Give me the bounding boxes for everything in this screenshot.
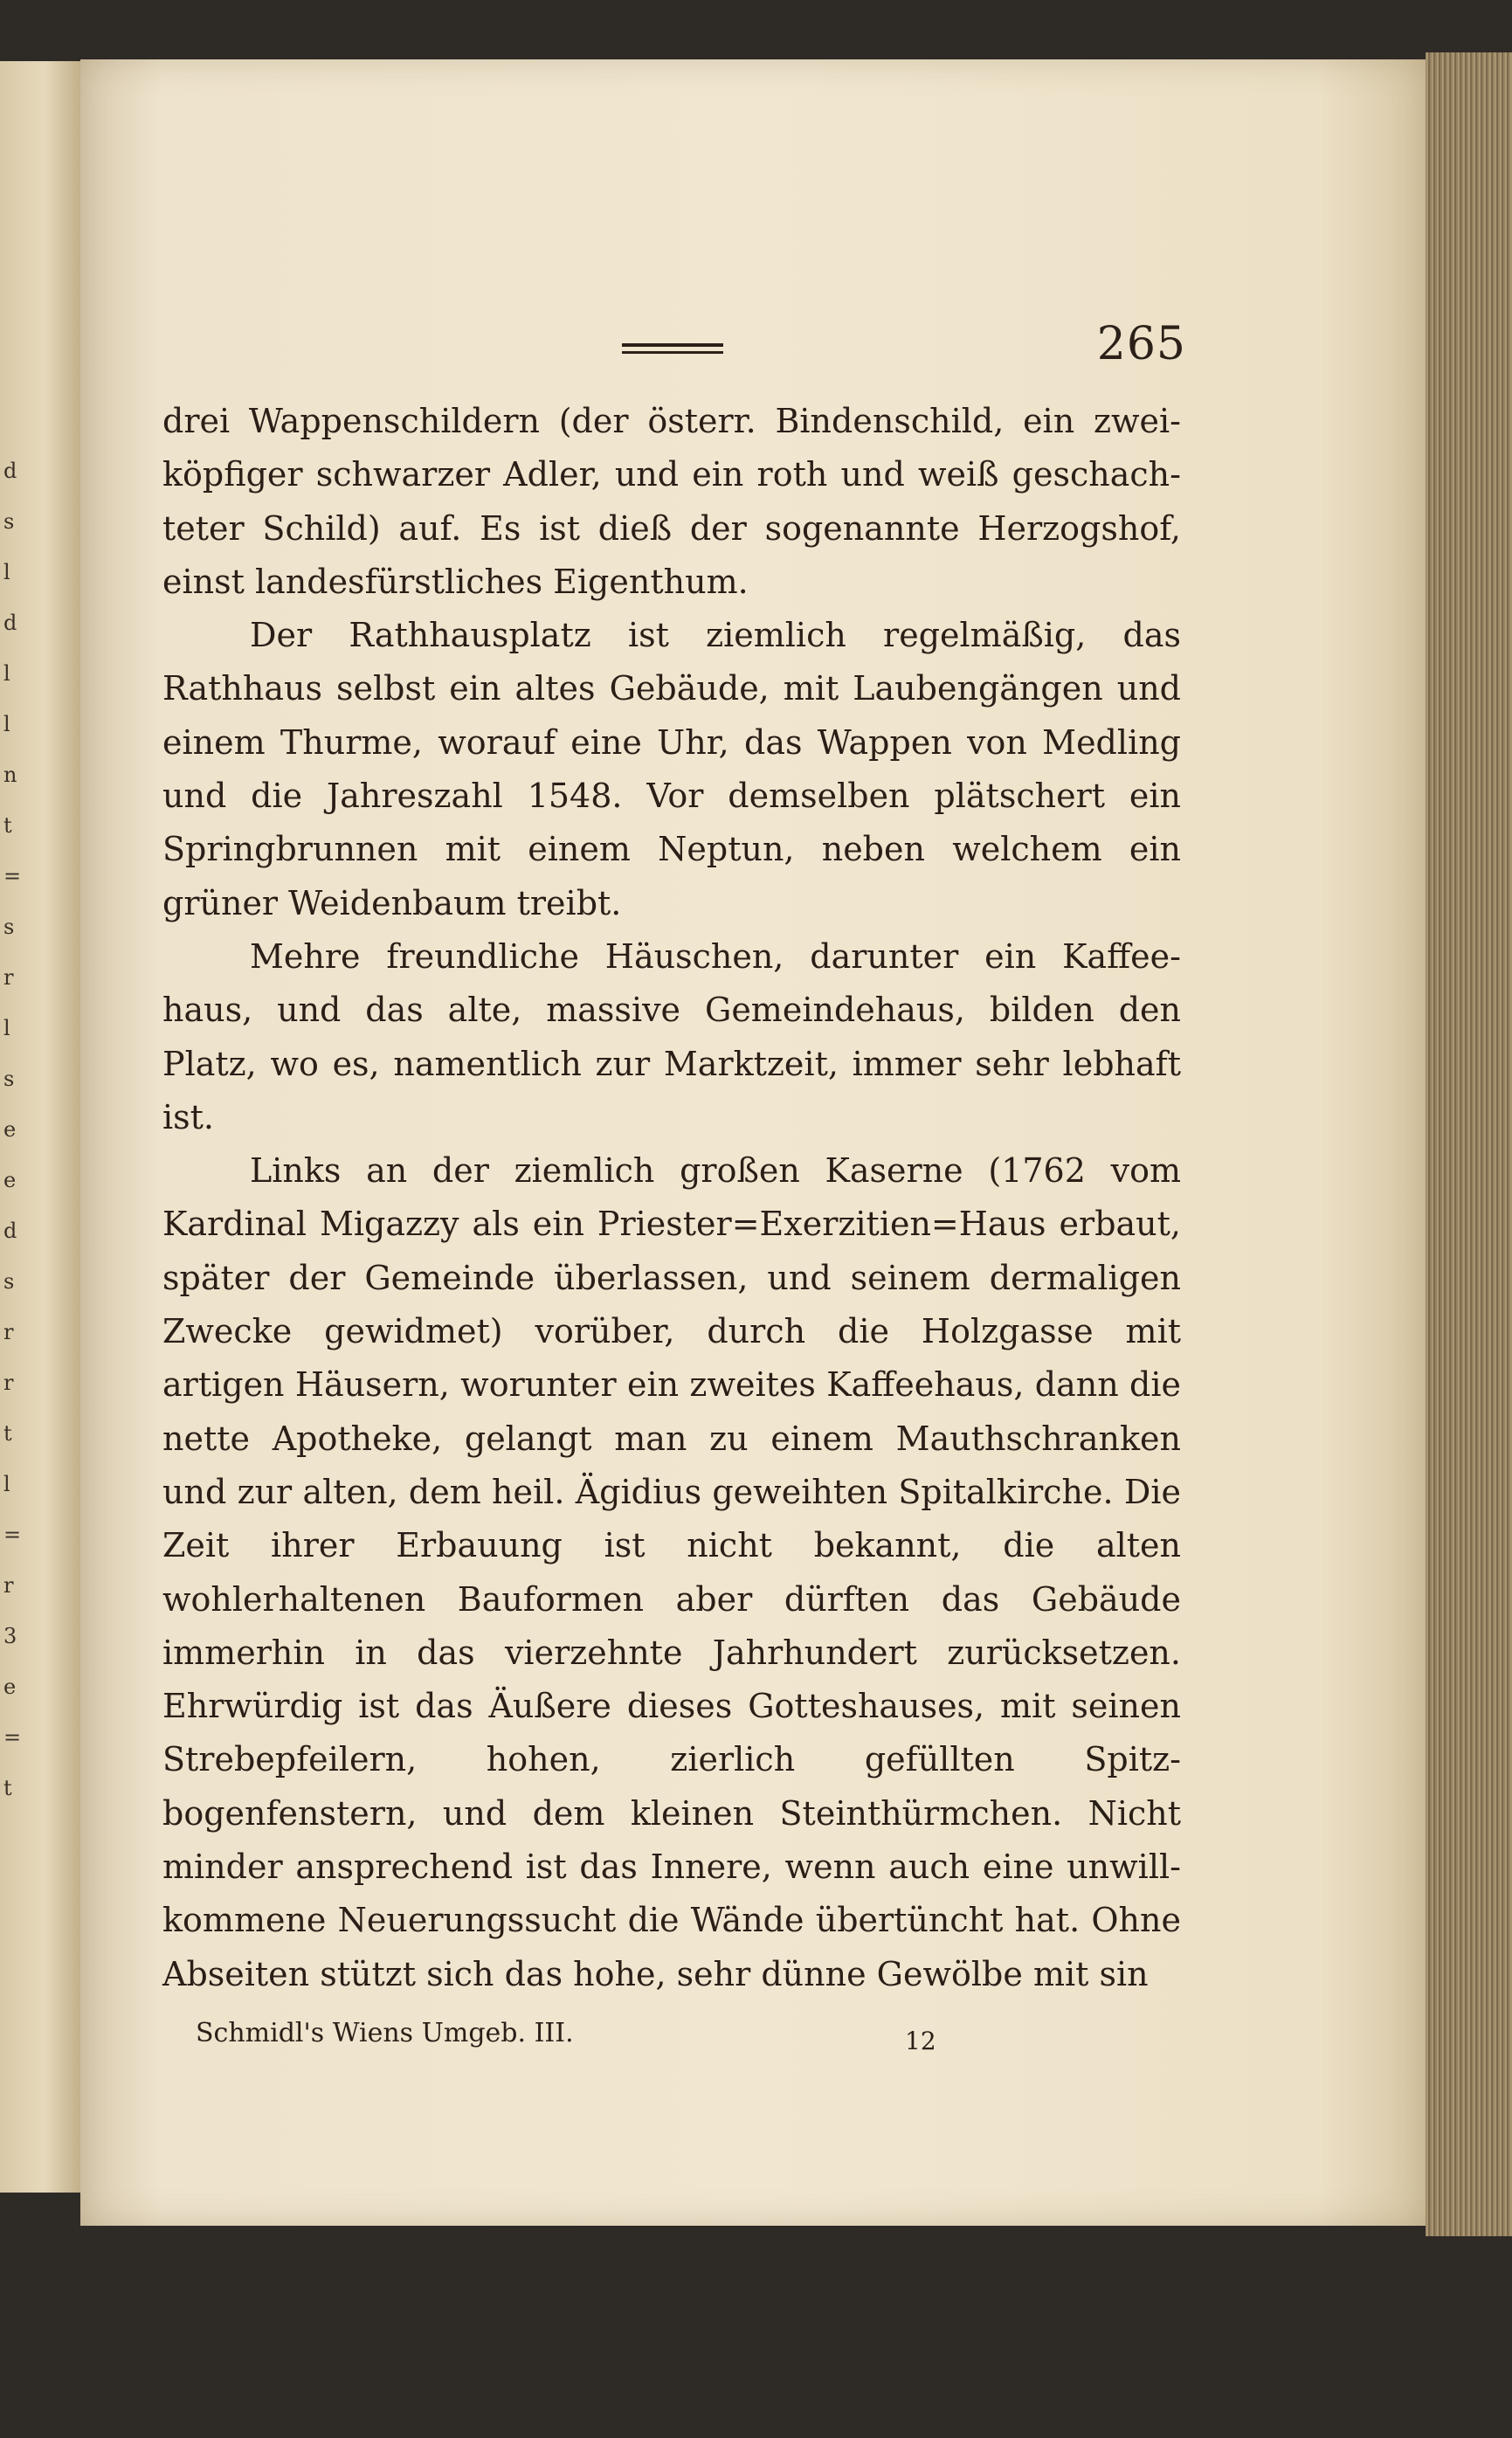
left-margin-mark: l: [3, 712, 10, 736]
signature-mark: Schmidl's Wiens Umgeb. III.: [196, 2018, 574, 2048]
left-margin-mark: e: [3, 1675, 17, 1699]
page-footer: [196, 2018, 1156, 2062]
left-margin-mark: n: [3, 763, 17, 787]
left-margin-mark: e: [3, 1117, 17, 1142]
left-margin-mark: t: [3, 1421, 12, 1446]
left-margin-mark: =: [3, 1523, 22, 1547]
paragraph-4: Links an der ziemlich großen Kaserne (1762 vom Kardinal Migazzy als ein Priester=Exerzitien=Haus erbaut, später der Gemeinde überlassen, und seinem dermaligen Zwecke gewidmet) vorüber, durch die Holzgasse mit artigen Häusern, worunter ein zweites Kaffeehaus, dann die nette Apotheke, gelangt man zu einem Mauthschranken und zur alten, dem heil. Ägidius geweihten Spitalkirche. Die Zeit ihrer Erbauung ist nicht bekannt, die alten wohlerhaltenen Bauformen aber dürften das Gebäude immerhin in das vierzehnte Jahrhundert zurücksetzen. Ehrwürdig ist das Äußere dieses Gotteshauses, mit seinen Strebepfeilern, hohen, zierlich gefüllten Spitzbogenfenstern, und dem kleinen Steinthürmchen. Nicht minder ansprechend ist das Innere, wenn auch eine unwillkommene Neuerungssucht die Wände übertüncht hat. Ohne Abseiten stützt sich das hohe, sehr dünne Gewölbe mit sin: [162, 1151, 1181, 1993]
paragraph-2: Der Rathhausplatz ist ziemlich regelmäßig, das Rathhaus selbst ein altes Gebäude, mit Laubengängen und einem Thurme, worauf eine Uhr, das Wappen von Medling und die Jahreszahl 1548. Vor demselben plätschert ein Springbrunnen mit einem Neptun, neben welchem ein grüner Weidenbaum treibt.: [162, 616, 1181, 922]
left-margin-mark: r: [3, 1371, 14, 1395]
paragraph-3: Mehre freundliche Häuschen, darunter ein Kaffeehaus, und das alte, massive Gemeindehaus, bilden den Platz, wo es, namentlich zur Marktzeit, immer sehr lebhaft ist.: [162, 936, 1181, 1136]
page-block-edge: [1426, 52, 1512, 2236]
left-margin-mark: r: [3, 1320, 14, 1344]
left-margin-mark: s: [3, 1269, 15, 1294]
left-margin-mark: t: [3, 1776, 12, 1800]
left-margin-mark: s: [3, 509, 15, 534]
left-margin-mark: =: [3, 864, 22, 888]
left-margin-mark: l: [3, 661, 10, 686]
left-page-edge: [0, 61, 80, 2193]
left-margin-mark: r: [3, 965, 14, 990]
page-number: 265: [1096, 318, 1186, 370]
left-margin-mark: d: [3, 459, 17, 483]
left-margin-mark: r: [3, 1573, 14, 1598]
body-text: [162, 395, 1181, 2001]
left-margin-mark: s: [3, 915, 15, 939]
left-margin-mark: l: [3, 1472, 10, 1496]
left-margin-mark: e: [3, 1168, 17, 1192]
left-margin-mark: d: [3, 611, 17, 635]
left-margin-mark: s: [3, 1067, 15, 1091]
left-margin-mark: t: [3, 813, 12, 838]
signature-number: 12: [905, 2027, 936, 2055]
left-margin-mark: l: [3, 1016, 10, 1040]
left-margin-mark: l: [3, 560, 10, 584]
left-margin-marks: [0, 445, 26, 1813]
paragraph-1: drei Wappenschildern (der österr. Bindenschild, ein zweiköpfiger schwarzer Adler, und ein roth und weiß geschachteter Schild) auf. Es ist dieß der sogenannte Herzogshof, einst landesfürstliches Eigenthum.: [162, 402, 1181, 601]
left-margin-mark: d: [3, 1219, 17, 1243]
left-margin-mark: =: [3, 1725, 22, 1750]
left-margin-mark: 3: [3, 1624, 17, 1648]
header-rule: [622, 343, 723, 354]
